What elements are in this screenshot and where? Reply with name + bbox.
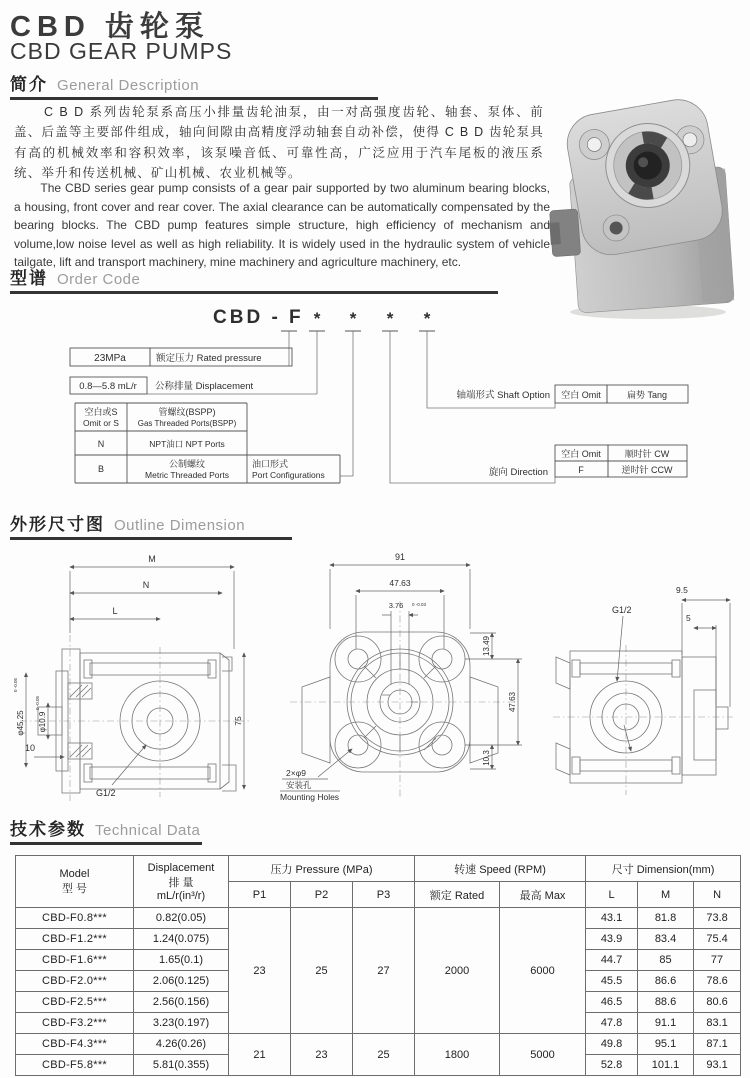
- header-l: L: [586, 882, 638, 908]
- displacement-value: 0.8—5.8 mL/r: [79, 381, 137, 392]
- value-cell: 88.6: [638, 992, 694, 1013]
- value-cell: 2.06(0.125): [134, 971, 229, 992]
- value-cell: 25: [353, 1034, 415, 1076]
- dim-key-tol: 0 -0.03: [412, 602, 427, 607]
- shaft-option-label: 轴端形式 Shaft Option: [456, 390, 550, 401]
- value-cell: 77: [694, 950, 741, 971]
- section-order: [10, 264, 498, 294]
- value-cell: 2000: [415, 908, 500, 1034]
- section-outline-en: Outline Dimension: [114, 517, 246, 534]
- section-order-en: Order Code: [57, 271, 141, 288]
- value-cell: 5000: [500, 1034, 586, 1076]
- rated-pressure-value: 23MPa: [94, 353, 126, 364]
- port-cell: B: [97, 464, 105, 474]
- table-header-row: [16, 856, 741, 882]
- header-p2: P2: [291, 882, 353, 908]
- drawing-front-view: [278, 545, 528, 803]
- value-cell: 85: [638, 950, 694, 971]
- section-rule: [10, 291, 498, 294]
- value-cell: 101.1: [638, 1055, 694, 1076]
- value-cell: 44.7: [586, 950, 638, 971]
- rated-pressure-label: 额定压力 Rated pressure: [156, 353, 262, 364]
- value-cell: 83.4: [638, 929, 694, 950]
- value-cell: 49.8: [586, 1034, 638, 1055]
- dim-flange-dia: φ45.25: [16, 710, 25, 736]
- section-intro: [10, 70, 378, 100]
- mounting-holes-note1: 2×φ9: [286, 768, 306, 778]
- order-code-diagram: [0, 298, 750, 498]
- value-cell: 3.23(0.197): [134, 1013, 229, 1034]
- value-cell: 25: [291, 908, 353, 1034]
- port-cell: N: [97, 439, 105, 449]
- value-cell: 93.1: [694, 1055, 741, 1076]
- intro-paragraph-zh: C B D 系列齿轮泵系高压小排量齿轮油泵，由一对高强度齿轮、轴套、泵体、前盖、后盖等主要部件组成，轴向间隙由高精度浮动轴套自动补偿，使得 C B D 齿轮泵具有高的机械效率和容积效率，该泵噪音低、可靠性高，广泛应用于汽车尾板的液压系统、举升和传送机械、矿山机械、农业机械等。: [14, 105, 544, 180]
- header-rated: 额定 Rated: [415, 882, 500, 908]
- value-cell: 23: [229, 908, 291, 1034]
- value-cell: 52.8: [586, 1055, 638, 1076]
- value-cell: 73.8: [694, 908, 741, 929]
- port-cell: 管螺纹(BSPP): [158, 407, 216, 417]
- model-cell: CBD-F2.5***: [16, 992, 134, 1013]
- section-rule: [10, 97, 378, 100]
- header-speed: 转速 Speed (RPM): [415, 856, 586, 882]
- displacement-label: 公称排量 Displacement: [155, 381, 254, 392]
- dim-holes-span: 47.63: [508, 691, 517, 713]
- section-intro-en: General Description: [57, 77, 200, 94]
- value-cell: 23: [291, 1034, 353, 1076]
- header-model: [16, 856, 134, 908]
- port-config-label-zh: 油口形式: [252, 459, 289, 469]
- value-cell: 75.4: [694, 929, 741, 950]
- value-cell: 87.1: [694, 1034, 741, 1055]
- dim-shaft-dia: φ10.9: [38, 711, 47, 733]
- order-code-star: *: [423, 309, 431, 328]
- direction-cell: 空白 Omit: [561, 449, 601, 459]
- dim-height: 75: [233, 716, 243, 726]
- value-cell: 4.26(0.26): [134, 1034, 229, 1055]
- section-order-zh: 型谱: [10, 269, 48, 288]
- model-cell: CBD-F2.0***: [16, 971, 134, 992]
- port-label: G1/2: [96, 788, 116, 798]
- port-cell: Metric Threaded Ports: [145, 470, 229, 480]
- model-cell: CBD-F0.8***: [16, 908, 134, 929]
- port-cell: Gas Threaded Ports(BSPP): [137, 419, 237, 428]
- direction-label: 旋向 Direction: [488, 467, 548, 478]
- port-cell: 空白或S: [84, 407, 118, 417]
- value-cell: 83.1: [694, 1013, 741, 1034]
- value-cell: 1800: [415, 1034, 500, 1076]
- dim-key: 3.76: [388, 601, 404, 610]
- value-cell: 43.9: [586, 929, 638, 950]
- header-displacement: [134, 856, 229, 908]
- dim-width: 91: [394, 552, 406, 562]
- header-p1: P1: [229, 882, 291, 908]
- section-outline: [10, 510, 292, 540]
- value-cell: 95.1: [638, 1034, 694, 1055]
- dim-top: 13.49: [482, 635, 491, 657]
- port-cell: Omit or S: [83, 418, 119, 428]
- page-title-zh: CBD 齿轮泵: [10, 11, 210, 43]
- order-code-star: *: [386, 309, 394, 328]
- header-max: 最高 Max: [500, 882, 586, 908]
- header-disp-unit: mL/r(in³/r): [156, 889, 206, 902]
- mounting-holes-note3: Mounting Holes: [280, 792, 340, 802]
- section-rule: [10, 537, 292, 540]
- section-technical: [10, 815, 202, 845]
- port-config-label-en: Port Configurations: [252, 470, 325, 480]
- page-title-en: CBD GEAR PUMPS: [10, 38, 233, 64]
- dim-l: L: [112, 606, 118, 616]
- model-cell: CBD-F3.2***: [16, 1013, 134, 1034]
- value-cell: 45.5: [586, 971, 638, 992]
- value-cell: 21: [229, 1034, 291, 1076]
- dim-bolt-span: 47.63: [389, 578, 411, 588]
- table-row: [16, 908, 741, 929]
- header-n: N: [694, 882, 741, 908]
- dim-n: N: [142, 580, 150, 590]
- direction-cell: 逆时针 CCW: [621, 465, 673, 475]
- mounting-holes-note2: 安装孔: [286, 780, 312, 790]
- product-photo: [548, 54, 750, 324]
- value-cell: 80.6: [694, 992, 741, 1013]
- rear-port-label: G1/2: [612, 605, 632, 615]
- intro-paragraph-en: The CBD series gear pump consists of a gear pair supported by two aluminum bearing blocks, a housing, front cover and rear cover. The axial clearance can be automatically compensated by the bearing blocks. The CBD pump features simple structure, high efficiency of mechanism and volume,low noise level as well as high reliability. It is widely used in the hydraulic system of vehicle tailgate, lift and transport machinery, mine machinery and agriculture machinery, etc.: [14, 181, 550, 270]
- model-cell: CBD-F1.2***: [16, 929, 134, 950]
- model-cell: CBD-F1.6***: [16, 950, 134, 971]
- value-cell: 1.65(0.1): [134, 950, 229, 971]
- port-cell: NPT油口 NPT Ports: [149, 439, 225, 449]
- drawing-rear-view: [528, 545, 750, 803]
- dim-shaft-tol: 0 -0.05: [35, 695, 40, 711]
- shaft-option-cell: 扁势 Tang: [626, 390, 668, 400]
- section-technical-en: Technical Data: [95, 822, 201, 839]
- header-disp-en: Displacement: [147, 861, 215, 874]
- value-cell: 81.8: [638, 908, 694, 929]
- value-cell: 5.81(0.355): [134, 1055, 229, 1076]
- section-technical-zh: 技术参数: [10, 820, 86, 839]
- value-cell: 46.5: [586, 992, 638, 1013]
- value-cell: 27: [353, 908, 415, 1034]
- header-model-zh: 型 号: [61, 882, 88, 895]
- dim-flange-tol: 0 -0.05: [13, 677, 18, 693]
- direction-cell: F: [578, 465, 584, 475]
- value-cell: 0.82(0.05): [134, 908, 229, 929]
- header-p3: P3: [353, 882, 415, 908]
- value-cell: 1.24(0.075): [134, 929, 229, 950]
- section-outline-zh: 外形尺寸图: [10, 515, 105, 534]
- value-cell: 2.56(0.156): [134, 992, 229, 1013]
- technical-data-table: [15, 855, 741, 1076]
- value-cell: 78.6: [694, 971, 741, 992]
- dim-offset: 10: [25, 743, 36, 753]
- header-m: M: [638, 882, 694, 908]
- order-code-star: *: [313, 309, 321, 328]
- dim-depth: 9.5: [676, 585, 688, 595]
- header-model-en: Model: [59, 867, 90, 880]
- dim-m: M: [148, 554, 156, 564]
- order-code-star: *: [349, 309, 357, 328]
- direction-cell: 顺时针 CW: [624, 449, 670, 459]
- model-cell: CBD-F4.3***: [16, 1034, 134, 1055]
- table-row: [16, 1034, 741, 1055]
- dim-step: 5: [686, 613, 691, 623]
- model-cell: CBD-F5.8***: [16, 1055, 134, 1076]
- header-disp-zh: 排 量: [168, 876, 194, 889]
- dim-bottom: 10.3: [482, 750, 491, 766]
- port-cell: 公制螺纹: [168, 459, 206, 469]
- value-cell: 43.1: [586, 908, 638, 929]
- value-cell: 47.8: [586, 1013, 638, 1034]
- drawing-side-view: [12, 545, 257, 803]
- shaft-option-cell: 空白 Omit: [561, 390, 601, 400]
- order-code-text: CBD - F: [213, 307, 304, 328]
- header-pressure: 压力 Pressure (MPa): [229, 856, 415, 882]
- section-rule: [10, 842, 202, 845]
- value-cell: 91.1: [638, 1013, 694, 1034]
- header-dimension: 尺寸 Dimension(mm): [586, 856, 741, 882]
- section-intro-zh: 简介: [10, 75, 48, 94]
- value-cell: 86.6: [638, 971, 694, 992]
- value-cell: 6000: [500, 908, 586, 1034]
